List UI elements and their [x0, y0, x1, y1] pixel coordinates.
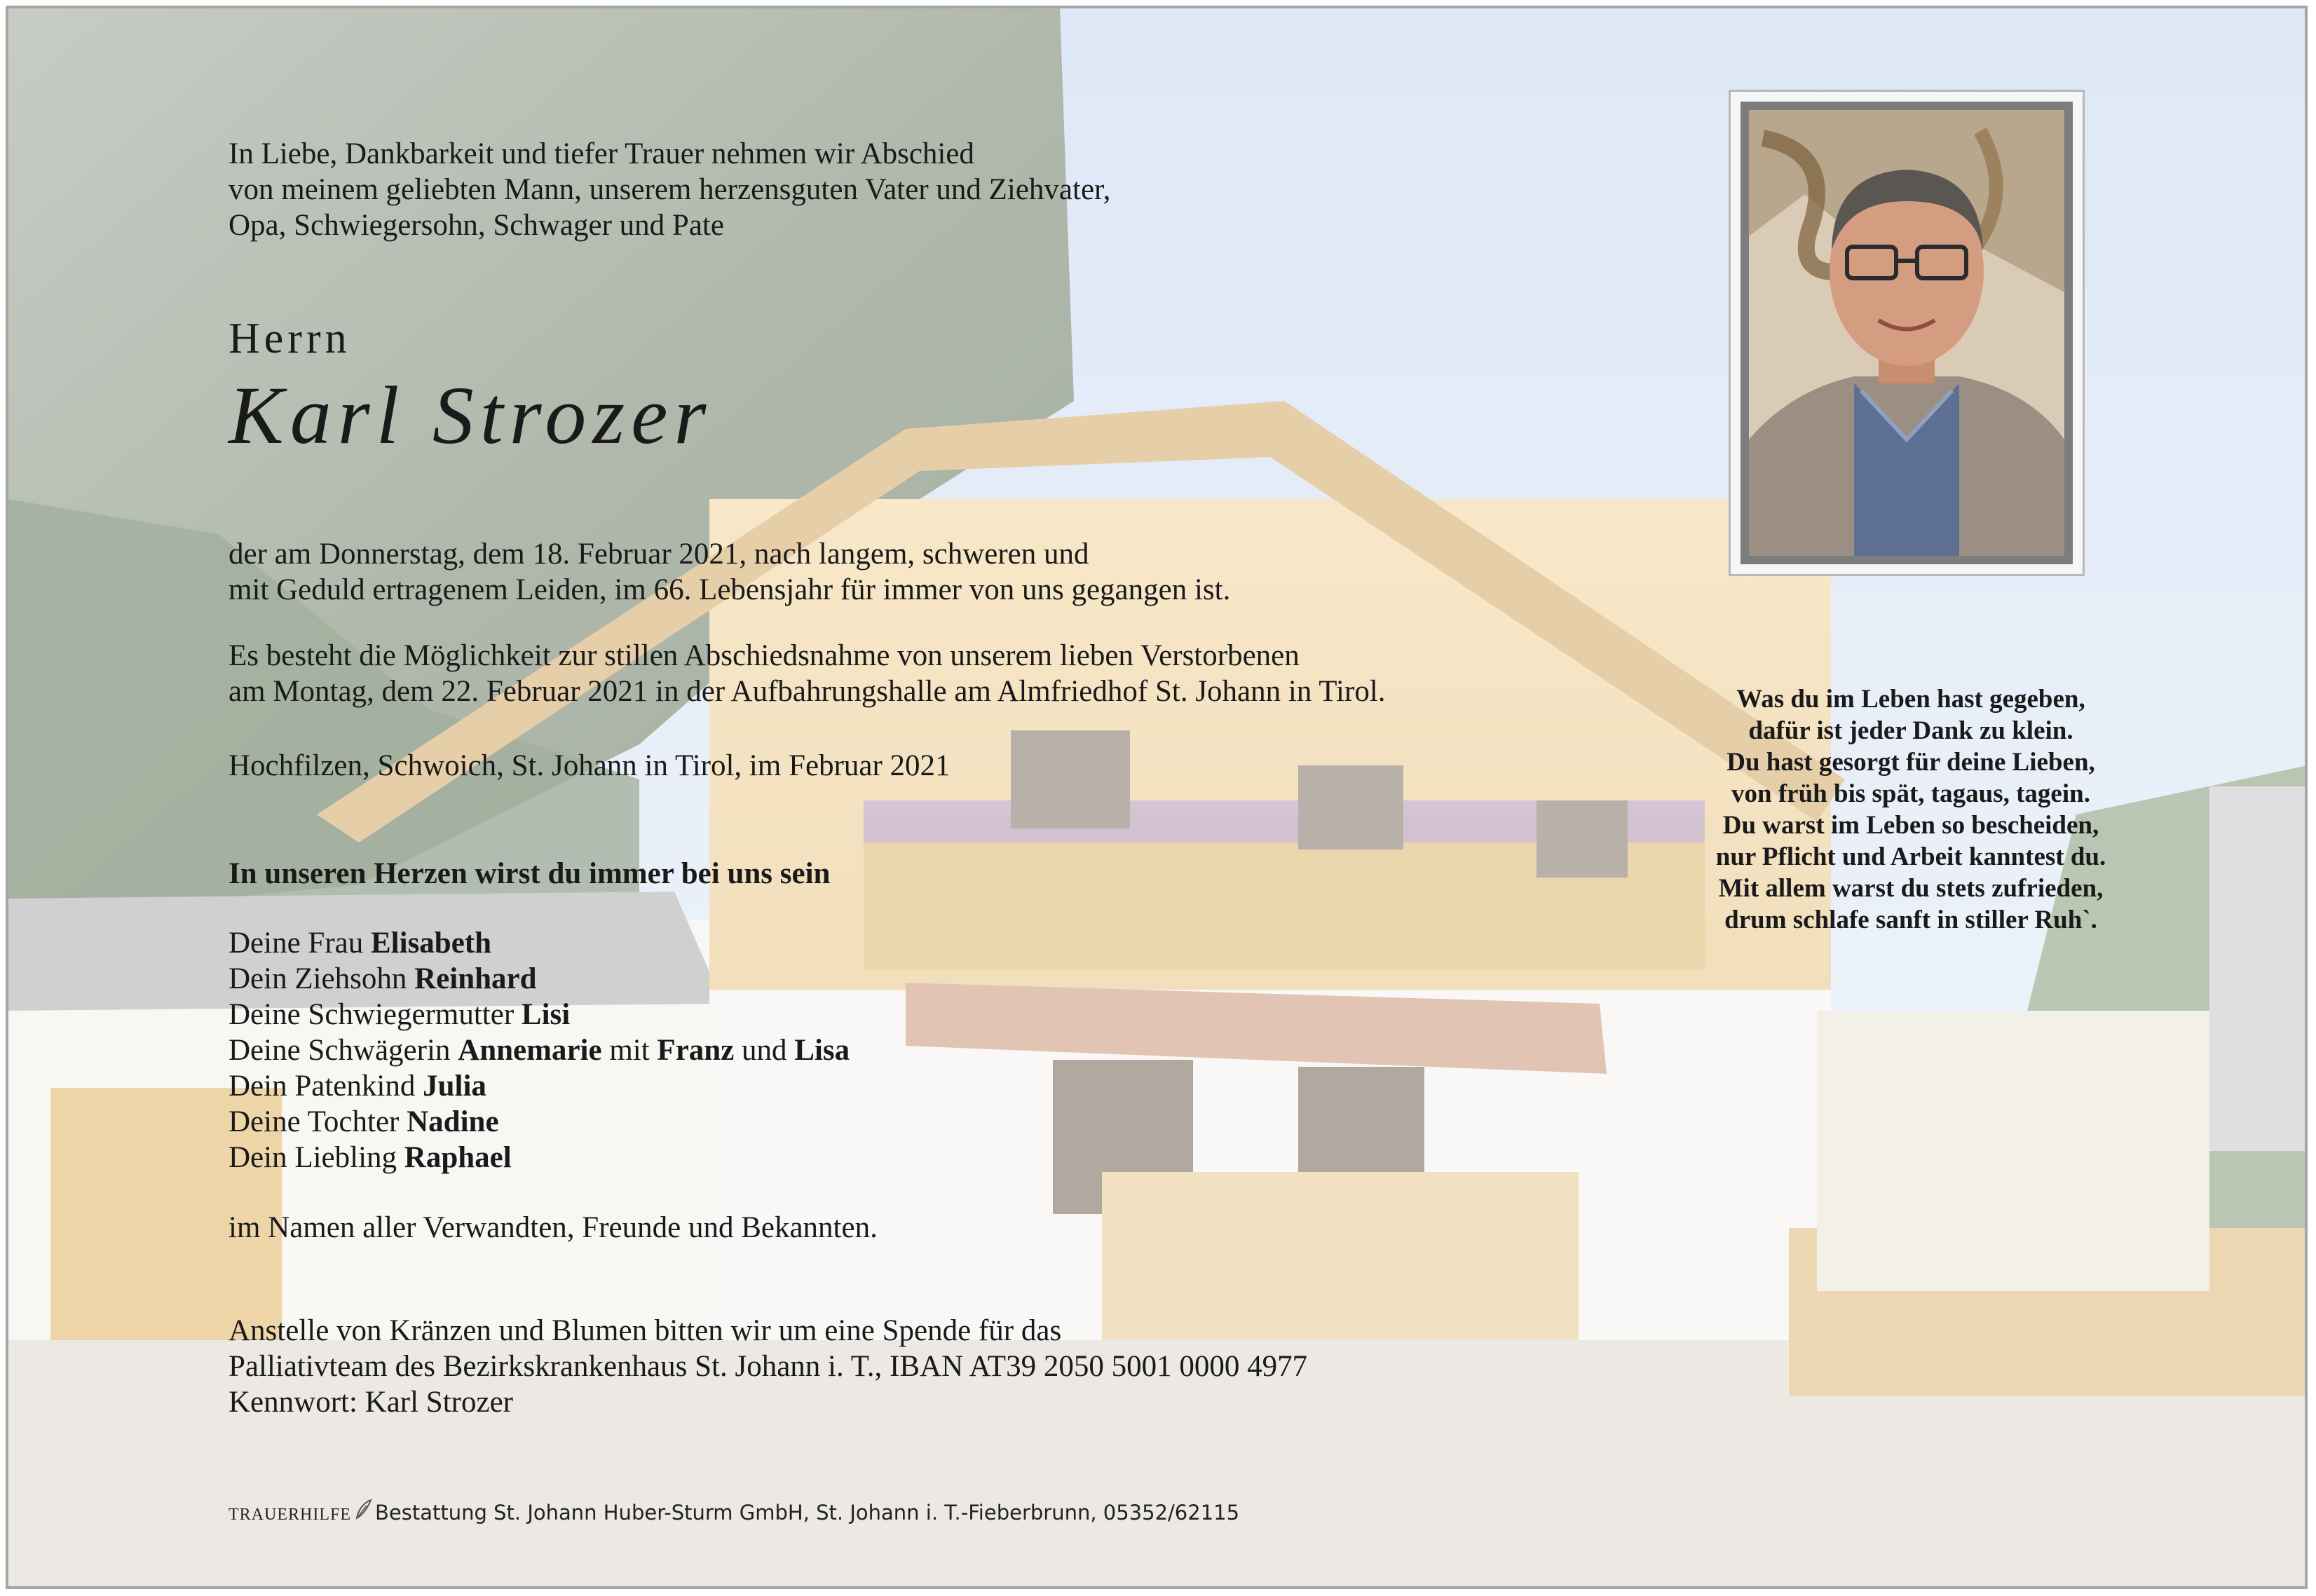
poem-line: drum schlafe sanft in stiller Ruh`.: [1724, 906, 2097, 934]
death-notice-line: mit Geduld ertragenem Leiden, im 66. Lebensjahr für immer von uns gegangen ist.: [229, 573, 1231, 606]
intro-line: von meinem geliebten Mann, unserem herzensguten Vater und Ziehvater,: [229, 173, 1111, 206]
poem: [1630, 683, 2191, 936]
viewing-line: am Montag, dem 22. Februar 2021 in der Aufbahrungshalle am Almfriedhof St. Johann in Tirol.: [229, 675, 1386, 708]
donation-notice: [229, 1313, 1307, 1420]
portrait-photo: [1741, 102, 2073, 564]
death-notice: [229, 536, 1230, 608]
family-member: Deine Tochter Nadine: [229, 1105, 499, 1138]
poem-line: Du warst im Leben so bescheiden,: [1722, 811, 2099, 840]
place-date: Hochfilzen, Schwoich, St. Johann in Tirol, im Februar 2021: [229, 749, 951, 782]
intro-text: [229, 136, 1110, 243]
footer-brand: TRAUERHILFE: [229, 1506, 351, 1524]
intro-line: In Liebe, Dankbarkeit und tiefer Trauer nehmen wir Abschied: [229, 137, 974, 170]
poem-line: Du hast gesorgt für deine Lieben,: [1726, 748, 2095, 777]
donation-line: Anstelle von Kränzen und Blumen bitten wir um eine Spende für das: [229, 1314, 1062, 1347]
footer-company: Bestattung St. Johann Huber-Sturm GmbH, St. Johann i. T.-Fieberbrunn, 05352/62115: [375, 1501, 1240, 1525]
hearts-line: In unseren Herzen wirst du immer bei uns sein: [229, 857, 831, 890]
poem-line: nur Pflicht und Arbeit kanntest du.: [1715, 843, 2106, 871]
portrait-frame: [1729, 90, 2085, 576]
family-member: Dein Patenkind Julia: [229, 1070, 486, 1103]
poem-line: Was du im Leben hast gegeben,: [1736, 685, 2085, 714]
viewing-line: Es besteht die Möglichkeit zur stillen Abschiedsnahme von unserem lieben Verstorbenen: [229, 639, 1300, 672]
funeral-home-footer: [229, 1499, 1239, 1525]
donation-line: Kennwort: Karl Strozer: [229, 1386, 513, 1419]
family-member: Dein Ziehsohn Reinhard: [229, 962, 537, 995]
closing-line: im Namen aller Verwandten, Freunde und Bekannten.: [229, 1211, 878, 1244]
leaf-icon: [354, 1499, 372, 1520]
family-member: Deine Frau Elisabeth: [229, 927, 492, 960]
death-notice-line: der am Donnerstag, dem 18. Februar 2021, nach langem, schweren und: [229, 538, 1089, 571]
deceased-name: Karl Strozer: [229, 369, 713, 461]
family-member: Dein Liebling Raphael: [229, 1141, 512, 1174]
intro-line: Opa, Schwiegersohn, Schwager und Pate: [229, 209, 724, 242]
family-list: [229, 925, 850, 1175]
poem-line: dafür ist jeder Dank zu klein.: [1748, 716, 2073, 745]
family-member: Deine Schwägerin Annemarie mit Franz und Lisa: [229, 1034, 850, 1067]
viewing-notice: [229, 638, 1386, 709]
donation-line: Palliativteam des Bezirkskrankenhaus St. Johann i. T., IBAN AT39 2050 5001 0000 4977: [229, 1350, 1308, 1383]
poem-line: Mit allem warst du stets zufrieden,: [1718, 874, 2104, 903]
salutation: Herrn: [229, 315, 351, 362]
family-member: Deine Schwiegermutter Lisi: [229, 998, 571, 1031]
poem-line: von früh bis spät, tagaus, tagein.: [1731, 779, 2090, 808]
